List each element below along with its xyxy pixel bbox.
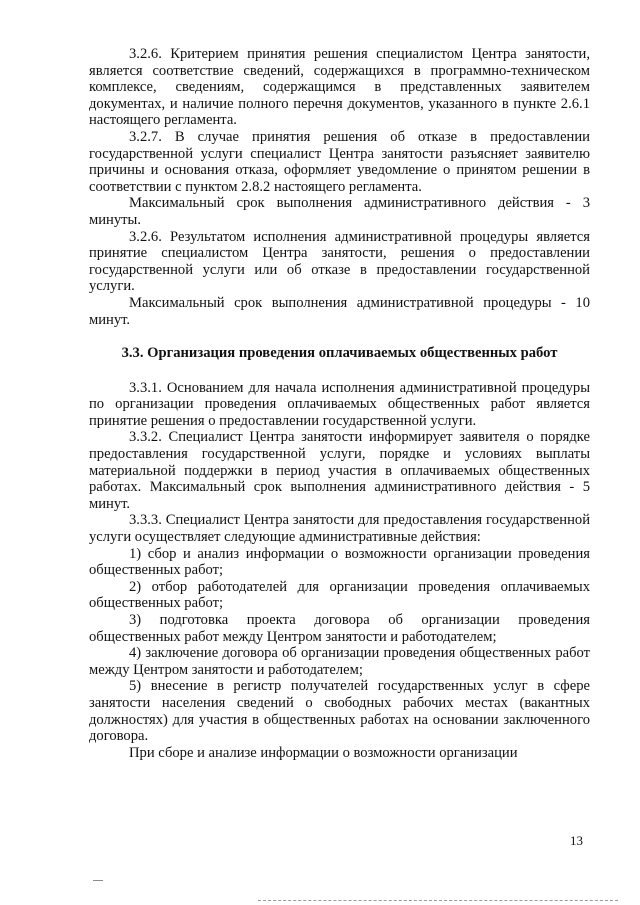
paragraph-3-3-1: 3.3.1. Основанием для начала исполнения административной процедуры по организации проведения оплачиваемых общественных работ является принятие решения о предоставлении государственной услуги.: [89, 379, 590, 429]
footer-mark: [93, 880, 103, 881]
list-item-4: 4) заключение договора об организации проведения общественных работ между Центром занятости и работодателем;: [89, 645, 590, 678]
list-item-2: 2) отбор работодателей для организации проведения оплачиваемых общественных работ;: [89, 578, 590, 612]
paragraph-3-2-6-result: 3.2.6. Результатом исполнения административной процедуры является принятие специалистом Центра занятости, решения о предоставлении государственной услуги или об отказе в предоставлении государственной услуги.: [89, 228, 590, 295]
list-item-5: 5) внесение в регистр получателей государственных услуг в сфере занятости населения сведений о свободных рабочих местах (вакантных должностях) для участия в общественных работах на основании заключенного договора.: [89, 678, 590, 745]
page-number: 13: [570, 833, 583, 848]
list-item-1: 1) сбор и анализ информации о возможности организации проведения общественных работ;: [89, 545, 590, 579]
paragraph-max-time-10-min: Максимальный срок выполнения административной процедуры - 10 минут.: [89, 294, 590, 328]
body-text: [89, 46, 590, 761]
paragraph-3-3-2: 3.3.2. Специалист Центра занятости информирует заявителя о порядке предоставления государственной услуги, порядке и условиях выплаты материальной поддержки в период участия в оплачиваемых общественных работах. Максимальный срок выполнения административного действия - 5 минут.: [89, 429, 590, 512]
paragraph-max-time-3-min: Максимальный срок выполнения административного действия - 3 минуты.: [89, 195, 590, 228]
paragraph-continuation: При сборе и анализе информации о возможности организации: [129, 744, 518, 761]
paragraph-3-2-6-criterion: 3.2.6. Критерием принятия решения специалистом Центра занятости, является соответствие сведений, содержащихся в программно-техническом комплексе, сведениям, содержащимся в представленных заявителем документах, и наличие полного перечня документов, указанного в пункте 2.6.1 настоящего регламента.: [89, 46, 590, 129]
paragraph-3-2-7-refusal: 3.2.7. В случае принятия решения об отказе в предоставлении государственной услуги специалист Центра занятости разъясняет заявителю причины и основания отказа, оформляет уведомление о принятом решении в соответствии с пунктом 2.8.2 настоящего регламента.: [89, 128, 590, 195]
list-item-3: 3) подготовка проекта договора об организации проведения общественных работ между Центром занятости и работодателем;: [89, 612, 590, 645]
bottom-scan-edge: [258, 900, 618, 901]
section-heading-3-3: 3.3. Организация проведения оплачиваемых общественных работ: [121, 345, 558, 362]
paragraph-3-3-3: 3.3.3. Специалист Центра занятости для предоставления государственной услуги осуществляет следующие административные действия:: [89, 512, 590, 546]
